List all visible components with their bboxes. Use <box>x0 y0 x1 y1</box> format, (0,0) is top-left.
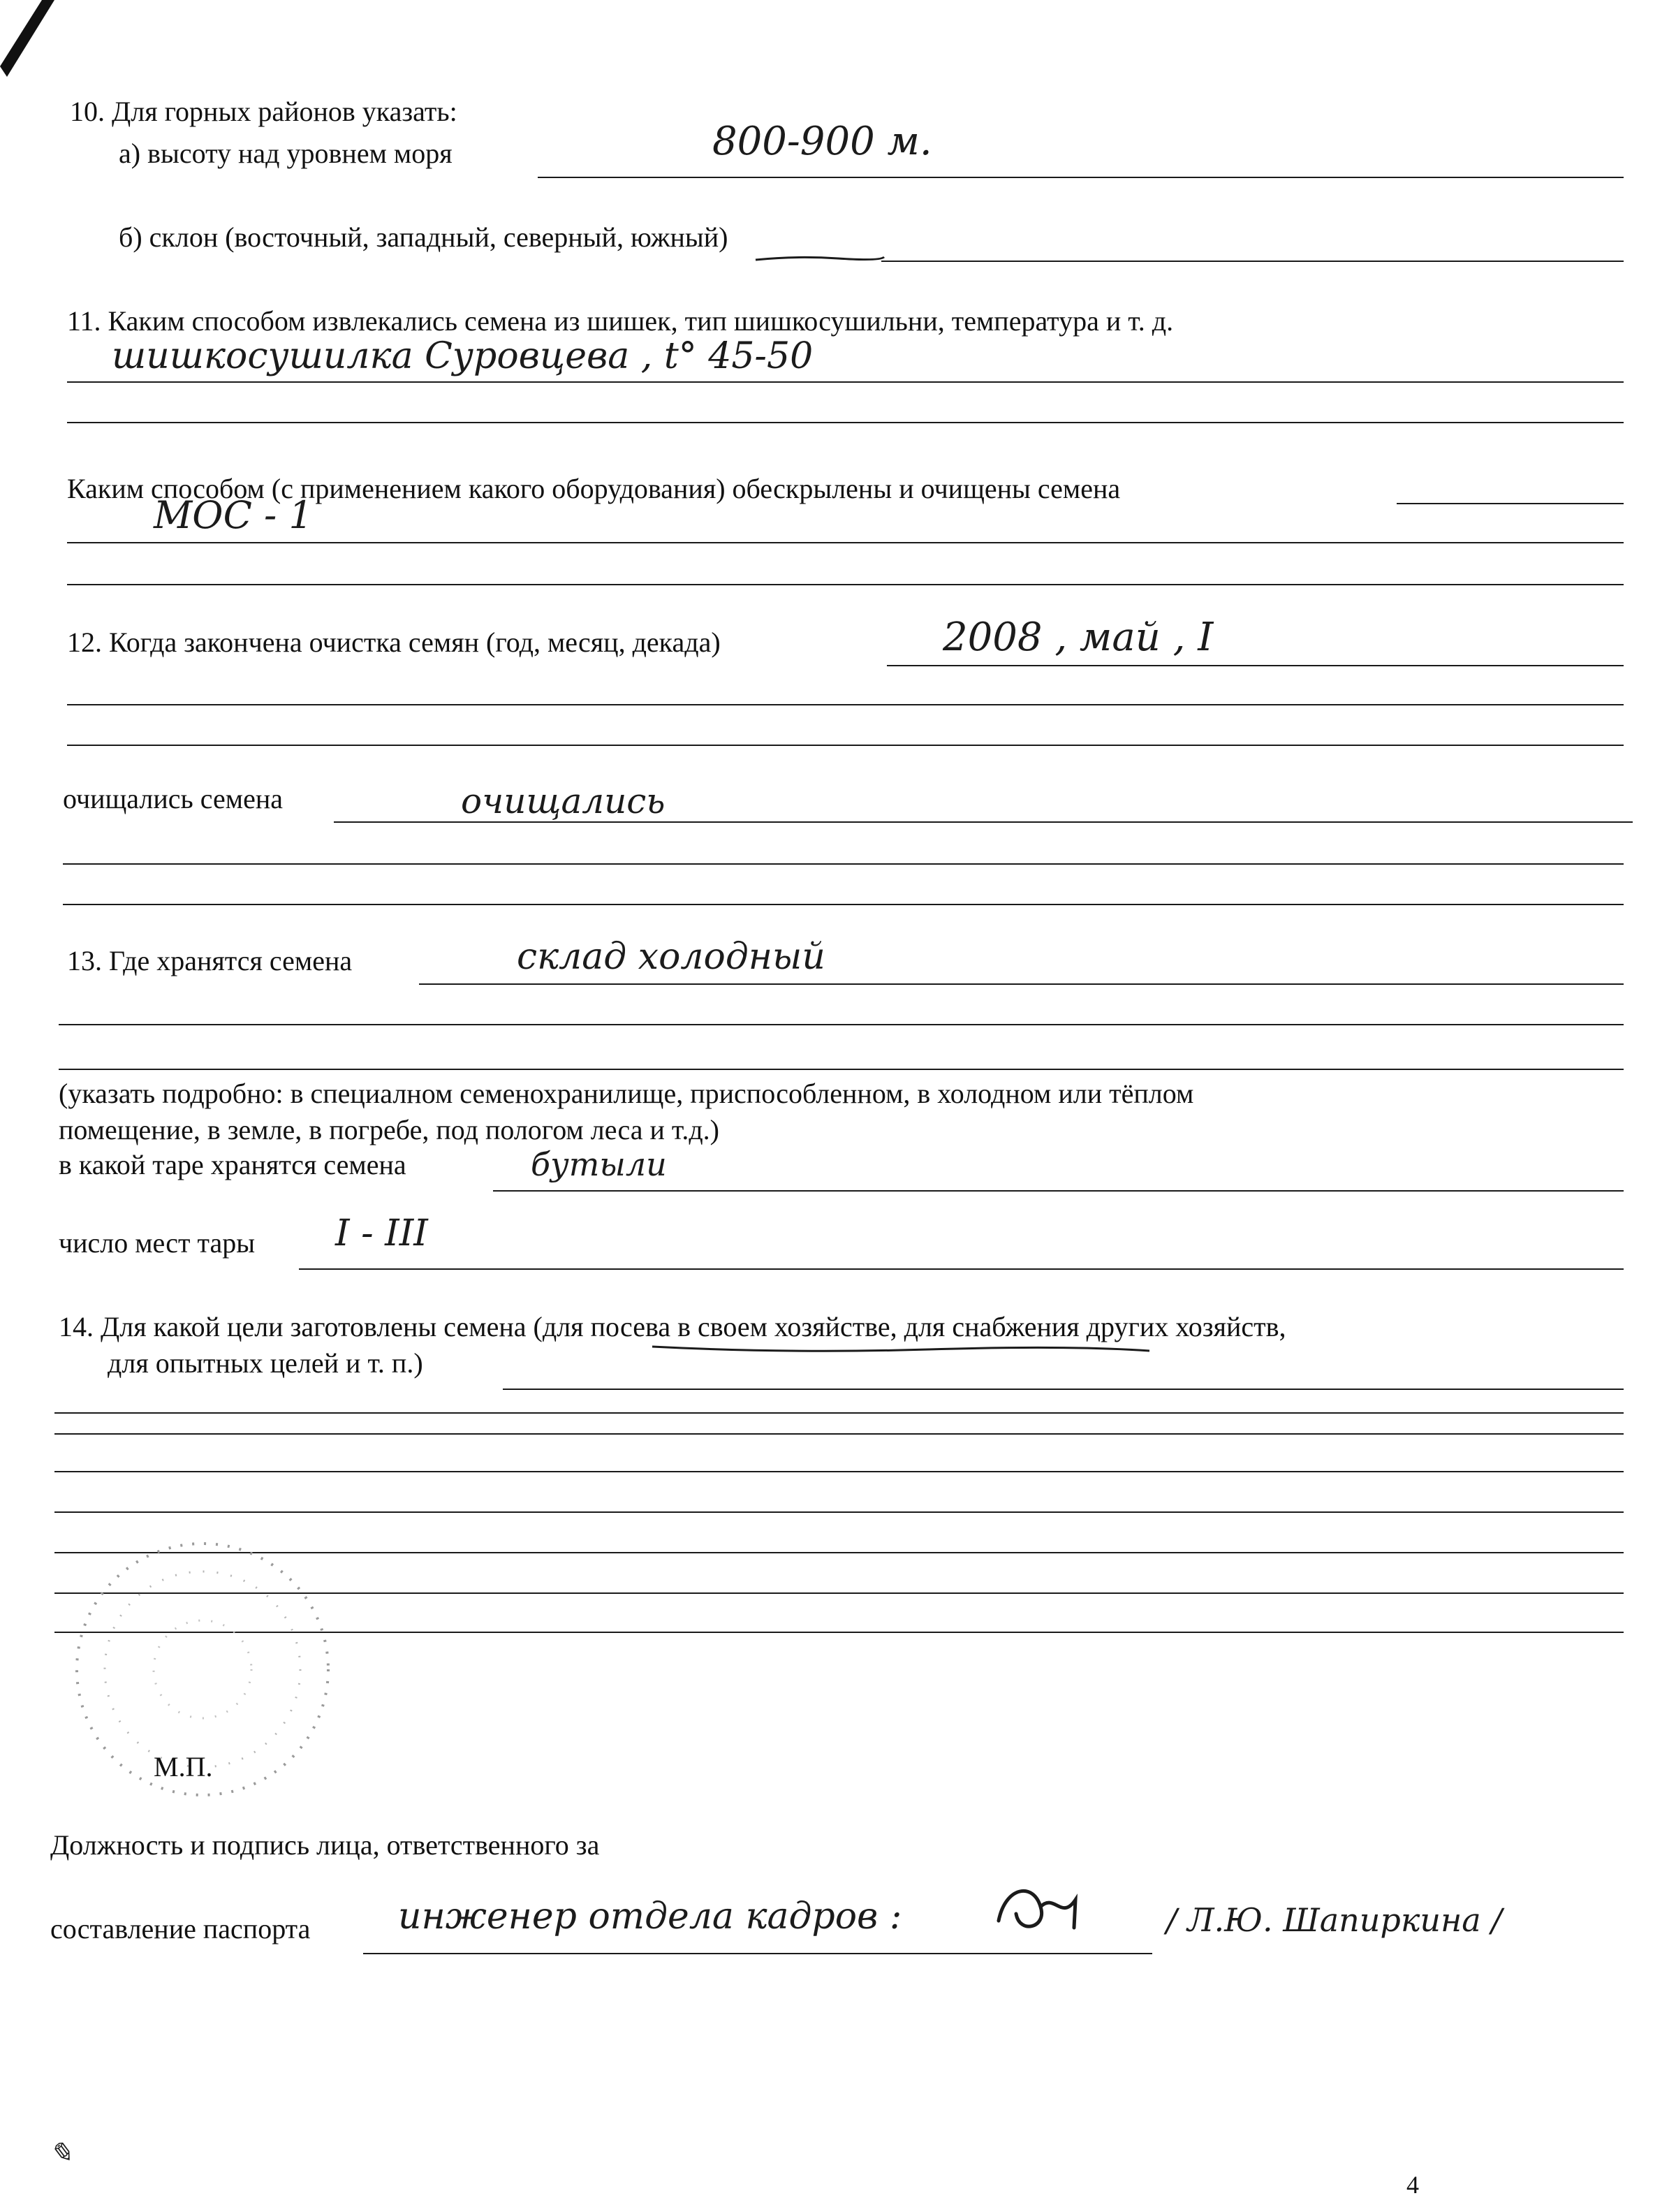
q13-answer: склад холодный <box>517 936 825 978</box>
signature-label-line1: Должность и подпись лица, ответственного за <box>50 1829 600 1861</box>
q14-line-3 <box>54 1471 1624 1472</box>
q10-a-line <box>538 177 1624 178</box>
q11-line-2 <box>67 422 1624 423</box>
q12-line-2 <box>67 745 1624 746</box>
q11-dewing-line-2 <box>67 584 1624 585</box>
q14-line-2 <box>54 1433 1624 1435</box>
q10-south-underline <box>754 251 887 264</box>
q13-container-line <box>493 1190 1624 1192</box>
signature-name: / Л.Ю. Шапиркина / <box>1166 1901 1502 1939</box>
q13-count-line <box>299 1268 1624 1270</box>
q11-dewing-line-1 <box>67 542 1624 543</box>
q13-container-label: в какой таре хранятся семена <box>59 1149 406 1180</box>
q14-line-0 <box>503 1389 1624 1390</box>
corner-scribble: ✎ <box>49 2137 73 2169</box>
q12-question: 12. Когда закончена очистка семян (год, месяц, декада) <box>67 627 721 658</box>
scan-corner-mark <box>0 0 63 77</box>
q11-line-1 <box>67 381 1624 383</box>
q10-a-label: а) высоту над уровнем моря <box>119 138 453 169</box>
q12-line-1 <box>67 704 1624 705</box>
q10-b-label: б) склон (восточный, западный, северный, южный) <box>119 221 728 253</box>
q10-a-value: 800-900 м. <box>712 119 932 164</box>
q14-question-line2: для опытных целей и т. п.) <box>108 1347 423 1379</box>
q11-dewing-line-0 <box>1397 503 1624 504</box>
q12-cleaned-line-1 <box>63 863 1624 865</box>
q10-b-line <box>881 261 1624 262</box>
q10-title: 10. Для горных районов указать: <box>70 96 457 127</box>
q13-note-line2: помещение, в земле, в погребе, под пологом леса и т.д.) <box>59 1114 719 1145</box>
q13-question: 13. Где хранятся семена <box>67 945 353 976</box>
q13-note-line1: (указать подробно: в специалном семенохранилище, приспособленном, в холодном или тёплом <box>59 1078 1194 1109</box>
stamp-label: М.П. <box>154 1751 213 1782</box>
q12-cleaned-label: очищались семена <box>63 783 283 814</box>
q12-cleaned-line-0 <box>334 821 1633 823</box>
handwritten-signature-mark <box>992 1879 1089 1942</box>
q13-line-2 <box>59 1069 1624 1070</box>
signature-position: инженер отдела кадров : <box>398 1896 902 1938</box>
q13-line-0 <box>419 983 1624 985</box>
q14-question-line1: 14. Для какой цели заготовлены семена (для посева в своем хозяйстве, для снабжения других хозяйств, <box>59 1311 1286 1342</box>
q13-count-answer: I - III <box>335 1213 428 1254</box>
signature-line <box>363 1953 1152 1954</box>
signature-label-line2: составление паспорта <box>50 1913 311 1944</box>
q14-line-4 <box>54 1511 1624 1513</box>
q12-line-0 <box>887 665 1624 666</box>
q11-question: 11. Каким способом извлекались семена из шишек, тип шишкосушильни, температура и т. д. <box>67 305 1174 337</box>
q11-answer: шишкосушилка Суровцева , t° 45-50 <box>112 335 814 377</box>
q12-answer: 2008 , май , I <box>943 615 1214 660</box>
q12-cleaned-line-2 <box>63 904 1624 905</box>
q11-dewing-question: Каким способом (с применением какого оборудования) обескрылены и очищены семена <box>67 473 1121 504</box>
q13-container-answer: бутыли <box>531 1145 667 1183</box>
q14-line-1 <box>54 1412 1624 1414</box>
page-number: 4 <box>1406 2171 1419 2199</box>
q12-cleaned-answer: очищались <box>461 781 666 821</box>
q13-line-1 <box>59 1024 1624 1025</box>
q14-purpose-underline <box>649 1340 1152 1356</box>
q13-count-label: число мест тары <box>59 1227 256 1259</box>
q11-dewing-answer: МОС - 1 <box>154 493 313 537</box>
